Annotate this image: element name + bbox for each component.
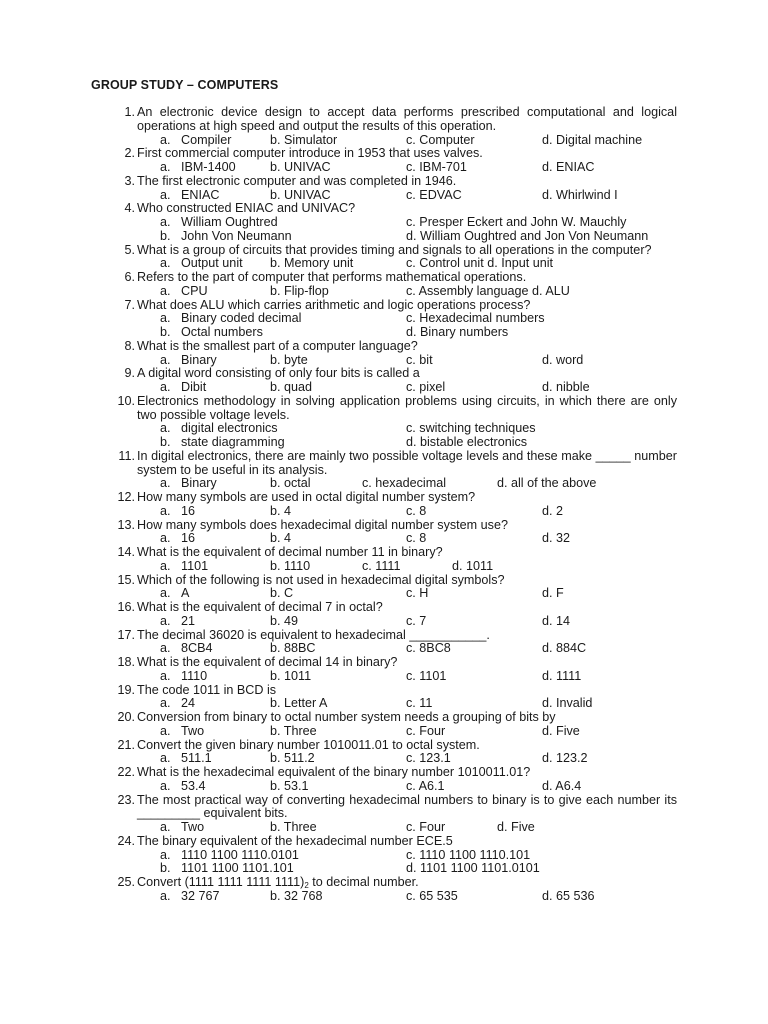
option-text: Dibit bbox=[181, 380, 207, 394]
option-text: d. F bbox=[542, 586, 564, 601]
question-number: 3. bbox=[124, 173, 135, 188]
question-number: 14. bbox=[117, 545, 135, 559]
option-text: d. William Oughtred and Jon Von Neumann bbox=[406, 228, 649, 243]
option-text: c. pixel bbox=[406, 380, 446, 394]
option-text: c. EDVAC bbox=[406, 187, 462, 202]
option-text: d. 32 bbox=[542, 531, 571, 546]
option-letter: b. bbox=[160, 861, 171, 876]
question-text-part: A digital word consisting of only four bits is called a bbox=[137, 366, 420, 381]
option-letter: a. bbox=[160, 352, 171, 367]
option-text: d. nibble bbox=[542, 380, 590, 394]
question bbox=[0, 835, 768, 849]
option-row bbox=[0, 216, 768, 230]
document-title: GROUP STUDY – COMPUTERS bbox=[91, 78, 279, 92]
question-number: 11. bbox=[118, 448, 135, 463]
option-text: d. Five bbox=[542, 723, 580, 738]
option-letter: a. bbox=[160, 160, 171, 174]
question-text-part: Convert the given binary number 1010011.01 to octal system. bbox=[137, 737, 480, 752]
option-letter: a. bbox=[160, 132, 171, 147]
question-number: 12. bbox=[117, 490, 135, 504]
option-text: 1101 bbox=[181, 558, 209, 573]
option-text: c. IBM-701 bbox=[406, 160, 467, 174]
question-text-part: Convert (1111 1111 1111 1111) bbox=[137, 875, 305, 889]
question bbox=[0, 175, 768, 189]
option-row bbox=[0, 312, 768, 326]
question-text-part: to decimal number. bbox=[308, 875, 419, 889]
option-text: 511.1 bbox=[181, 751, 212, 766]
option-row bbox=[0, 587, 768, 601]
option-text: 24 bbox=[181, 696, 196, 711]
question-number: 18. bbox=[117, 655, 135, 669]
option-text: Binary bbox=[181, 476, 217, 491]
question-text-part: The most practical way of converting hexadecimal numbers to binary is to give each number its _________ equivalent bits. bbox=[137, 792, 677, 821]
option-text: b. 53.1 bbox=[270, 778, 309, 793]
option-text: c. Four bbox=[406, 820, 446, 834]
question-text bbox=[137, 519, 677, 533]
option-text: CPU bbox=[181, 283, 208, 298]
option-text: c. Assembly language d. ALU bbox=[406, 283, 570, 298]
question bbox=[0, 340, 768, 354]
question-text-part: How many symbols are used in octal digital number system? bbox=[137, 490, 476, 504]
option-letter: a. bbox=[160, 187, 171, 202]
option-text: b. C bbox=[270, 586, 294, 601]
question-text-part: Conversion from binary to octal number system needs a grouping of bits by bbox=[137, 710, 556, 724]
option-letter: a. bbox=[160, 421, 171, 436]
option-text: c. 8 bbox=[406, 503, 427, 518]
option-text: b. UNIVAC bbox=[270, 187, 331, 202]
option-letter: a. bbox=[160, 778, 171, 793]
question bbox=[0, 794, 768, 822]
question bbox=[0, 147, 768, 161]
option-text: 53.4 bbox=[181, 778, 206, 793]
option-text: b. 32 768 bbox=[270, 888, 323, 903]
option-text: c. H bbox=[406, 586, 429, 601]
option-text: c. 1101 bbox=[406, 668, 447, 683]
option-text: d. Digital machine bbox=[542, 132, 643, 147]
option-text: b. 88BC bbox=[270, 641, 316, 656]
question-text bbox=[137, 367, 677, 381]
question-text-part: An electronic device design to accept data performs prescribed computational and logical operations at high speed and output the results of this operation. bbox=[137, 105, 677, 133]
option-text: 1110 bbox=[181, 668, 208, 683]
question bbox=[0, 574, 768, 588]
option-letter: a. bbox=[160, 558, 171, 573]
question-text-part: How many symbols does hexadecimal digital number system use? bbox=[137, 517, 508, 532]
question-text bbox=[137, 450, 677, 478]
option-text: c. Presper Eckert and John W. Mauchly bbox=[406, 215, 627, 229]
option-text: b. Letter A bbox=[270, 696, 328, 711]
option-letter: a. bbox=[160, 696, 171, 711]
option-text: c. 1110 1100 1110.101 bbox=[406, 847, 531, 862]
option-text: b. byte bbox=[270, 352, 308, 367]
question-text-part: The decimal 36020 is equivalent to hexadecimal ___________. bbox=[137, 627, 490, 642]
question bbox=[0, 271, 768, 285]
question-number: 6. bbox=[124, 270, 135, 284]
option-text: b. Three bbox=[270, 723, 317, 738]
question bbox=[0, 601, 768, 615]
question bbox=[0, 367, 768, 381]
option-text: digital electronics bbox=[181, 421, 278, 436]
option-text: d. 65 536 bbox=[542, 888, 595, 903]
question-text-part: What is the smallest part of a computer language? bbox=[137, 338, 418, 353]
option-text: 16 bbox=[181, 531, 196, 546]
option-text: b. 4 bbox=[270, 531, 292, 546]
option-text: c. Control unit d. Input unit bbox=[406, 256, 554, 271]
option-text: d. 2 bbox=[542, 503, 564, 518]
option-letter: a. bbox=[160, 311, 171, 326]
option-letter: b. bbox=[160, 325, 171, 339]
option-text: d. 1011 bbox=[452, 558, 494, 573]
question-number: 2. bbox=[124, 146, 135, 161]
question-text bbox=[137, 244, 677, 258]
question bbox=[0, 739, 768, 753]
option-letter: a. bbox=[160, 751, 171, 766]
option-letter: a. bbox=[160, 380, 171, 394]
option-letter: b. bbox=[160, 228, 171, 243]
option-letter: b. bbox=[160, 435, 171, 449]
question-number: 19. bbox=[117, 682, 135, 697]
option-letter: a. bbox=[160, 283, 171, 298]
question bbox=[0, 656, 768, 670]
option-text: Two bbox=[181, 723, 205, 738]
option-text: c. A6.1 bbox=[406, 778, 445, 793]
question bbox=[0, 491, 768, 505]
question-number: 20. bbox=[117, 710, 135, 724]
option-text: d. 123.2 bbox=[542, 751, 588, 766]
option-text: 1110 1100 1110.0101 bbox=[181, 847, 299, 862]
option-text: c. 8 bbox=[406, 531, 427, 546]
option-letter: a. bbox=[160, 503, 171, 518]
option-text: c. switching techniques bbox=[406, 421, 536, 436]
question bbox=[0, 876, 768, 890]
question-text bbox=[137, 202, 677, 216]
option-text: Two bbox=[181, 820, 205, 834]
question-number: 5. bbox=[124, 242, 135, 257]
question-text bbox=[137, 395, 677, 423]
option-text: A bbox=[181, 586, 190, 601]
option-text: b. 49 bbox=[270, 613, 299, 628]
question-number: 21. bbox=[117, 737, 135, 752]
question-text bbox=[137, 601, 677, 615]
option-text: b. 1011 bbox=[270, 668, 312, 683]
question-text-part: What is the equivalent of decimal number 11 in binary? bbox=[137, 545, 443, 559]
option-letter: a. bbox=[160, 723, 171, 738]
option-text: c. 11 bbox=[406, 696, 433, 711]
question-text-part: Which of the following is not used in hexadecimal digital symbols? bbox=[137, 572, 505, 587]
option-row bbox=[0, 890, 768, 904]
question bbox=[0, 244, 768, 258]
question-text bbox=[137, 794, 677, 822]
option-letter: a. bbox=[160, 215, 171, 229]
question-text-part: What is a group of circuits that provides timing and signals to all operations in the computer? bbox=[137, 242, 652, 257]
question-text bbox=[137, 147, 677, 161]
question-number: 10. bbox=[117, 393, 135, 408]
question bbox=[0, 395, 768, 423]
question bbox=[0, 299, 768, 313]
question-number: 15. bbox=[117, 572, 135, 587]
option-text: b. 4 bbox=[270, 503, 292, 518]
question-text bbox=[137, 491, 677, 505]
question-text bbox=[137, 684, 677, 698]
option-text: Binary coded decimal bbox=[181, 311, 302, 326]
question-text bbox=[137, 656, 677, 670]
question bbox=[0, 684, 768, 698]
option-text: ENIAC bbox=[181, 187, 220, 202]
question-text bbox=[137, 271, 677, 285]
option-row bbox=[0, 849, 768, 863]
option-text: d. 14 bbox=[542, 613, 571, 628]
option-text: Compiler bbox=[181, 132, 232, 147]
option-letter: a. bbox=[160, 586, 171, 601]
option-text: c. Four bbox=[406, 723, 446, 738]
question bbox=[0, 202, 768, 216]
question bbox=[0, 711, 768, 725]
question-text-part: The binary equivalent of the hexadecimal number ECE.5 bbox=[137, 833, 453, 848]
option-letter: a. bbox=[160, 256, 171, 271]
option-text: d. 1111 bbox=[542, 668, 582, 683]
option-letter: a. bbox=[160, 847, 171, 862]
option-text: b. 511.2 bbox=[270, 751, 315, 766]
option-text: b. quad bbox=[270, 380, 313, 394]
question-number: 1. bbox=[124, 105, 135, 119]
option-text: d. word bbox=[542, 352, 584, 367]
question-number: 4. bbox=[124, 201, 135, 216]
option-text: b. Memory unit bbox=[270, 256, 354, 271]
option-text: Binary bbox=[181, 352, 217, 367]
question bbox=[0, 519, 768, 533]
option-text: b. 1110 bbox=[270, 558, 311, 573]
question-number: 8. bbox=[124, 338, 135, 353]
question-text-part: Electronics methodology in solving application problems using circuits, in which there are only two possible voltage levels. bbox=[137, 393, 677, 422]
option-text: c. hexadecimal bbox=[362, 476, 446, 491]
question-text-part: The first electronic computer and was completed in 1946. bbox=[137, 173, 457, 188]
option-row bbox=[0, 422, 768, 436]
option-text: 16 bbox=[181, 503, 196, 518]
option-text: d. 884C bbox=[542, 641, 587, 656]
option-text: John Von Neumann bbox=[181, 228, 292, 243]
option-letter: a. bbox=[160, 888, 171, 903]
question-text bbox=[137, 299, 677, 313]
option-text: c. 7 bbox=[406, 613, 427, 628]
option-letter: a. bbox=[160, 613, 171, 628]
question-text-part: What is the hexadecimal equivalent of the binary number 1010011.01? bbox=[137, 765, 531, 779]
option-text: 8CB4 bbox=[181, 641, 213, 656]
question-text bbox=[137, 711, 677, 725]
option-row bbox=[0, 189, 768, 203]
option-row bbox=[0, 670, 768, 684]
subscript: 2 bbox=[304, 881, 309, 890]
option-text: d. A6.4 bbox=[542, 778, 582, 793]
question-text bbox=[137, 766, 677, 780]
question-text bbox=[137, 629, 677, 643]
option-text: d. Binary numbers bbox=[406, 325, 509, 339]
option-text: b. Simulator bbox=[270, 132, 338, 147]
option-text: state diagramming bbox=[181, 435, 285, 449]
question-number: 22. bbox=[117, 765, 135, 779]
option-text: c. bit bbox=[406, 352, 433, 367]
option-letter: a. bbox=[160, 668, 171, 683]
option-text: d. Five bbox=[497, 820, 535, 834]
option-text: c. 123.1 bbox=[406, 751, 451, 766]
question-number: 9. bbox=[124, 366, 135, 381]
question bbox=[0, 766, 768, 780]
option-text: b. Three bbox=[270, 820, 317, 834]
option-text: Output unit bbox=[181, 256, 243, 271]
question-text bbox=[137, 175, 677, 189]
question-text-part: What is the equivalent of decimal 14 in binary? bbox=[137, 655, 398, 669]
question-text-part: Who constructed ENIAC and UNIVAC? bbox=[137, 201, 356, 216]
question-text bbox=[137, 340, 677, 354]
option-text: c. Hexadecimal numbers bbox=[406, 311, 545, 326]
question-number: 16. bbox=[117, 600, 135, 614]
option-letter: a. bbox=[160, 476, 171, 491]
question-text-part: In digital electronics, there are mainly two possible voltage levels and these make _____ number system to be useful in its analysis. bbox=[137, 448, 677, 477]
option-text: d. Invalid bbox=[542, 696, 593, 711]
question-number: 23. bbox=[117, 792, 135, 807]
question-number: 13. bbox=[117, 517, 135, 532]
question-text bbox=[137, 546, 677, 560]
option-text: 32 767 bbox=[181, 888, 220, 903]
question-text bbox=[137, 106, 677, 134]
question bbox=[0, 106, 768, 134]
option-text: d. all of the above bbox=[497, 476, 597, 491]
question-text-part: What does ALU which carries arithmetic and logic operations process? bbox=[137, 297, 531, 312]
question-text-part: Refers to the part of computer that performs mathematical operations. bbox=[137, 270, 527, 284]
question-text bbox=[137, 835, 677, 849]
option-text: 1101 1100 1101.101 bbox=[181, 861, 294, 876]
question-text bbox=[137, 739, 677, 753]
question-number: 25. bbox=[117, 875, 135, 889]
option-text: d. Whirlwind I bbox=[542, 187, 618, 202]
question bbox=[0, 450, 768, 478]
question-number: 17. bbox=[117, 627, 135, 642]
question-number: 7. bbox=[124, 297, 135, 312]
option-text: c. 1111 bbox=[362, 558, 401, 573]
question-text-part: The code 1011 in BCD is bbox=[137, 682, 277, 697]
option-text: 21 bbox=[181, 613, 196, 628]
option-text: d. bistable electronics bbox=[406, 435, 528, 449]
option-text: c. Computer bbox=[406, 132, 475, 147]
option-text: b. Flip-flop bbox=[270, 283, 329, 298]
question bbox=[0, 546, 768, 560]
question bbox=[0, 629, 768, 643]
option-text: b. octal bbox=[270, 476, 311, 491]
option-text: d. 1101 1100 1101.0101 bbox=[406, 861, 540, 876]
question-text-part: First commercial computer introduce in 1953 that uses valves. bbox=[137, 146, 483, 161]
option-letter: a. bbox=[160, 531, 171, 546]
option-letter: a. bbox=[160, 641, 171, 656]
option-text: IBM-1400 bbox=[181, 160, 236, 174]
question-number: 24. bbox=[117, 833, 135, 848]
question-text bbox=[137, 574, 677, 588]
question-text-part: What is the equivalent of decimal 7 in octal? bbox=[137, 600, 383, 614]
option-text: d. ENIAC bbox=[542, 160, 595, 174]
option-text: c. 8BC8 bbox=[406, 641, 451, 656]
option-text: c. 65 535 bbox=[406, 888, 458, 903]
option-text: William Oughtred bbox=[181, 215, 278, 229]
option-letter: a. bbox=[160, 820, 171, 834]
option-text: Octal numbers bbox=[181, 325, 263, 339]
option-text: b. UNIVAC bbox=[270, 160, 331, 174]
